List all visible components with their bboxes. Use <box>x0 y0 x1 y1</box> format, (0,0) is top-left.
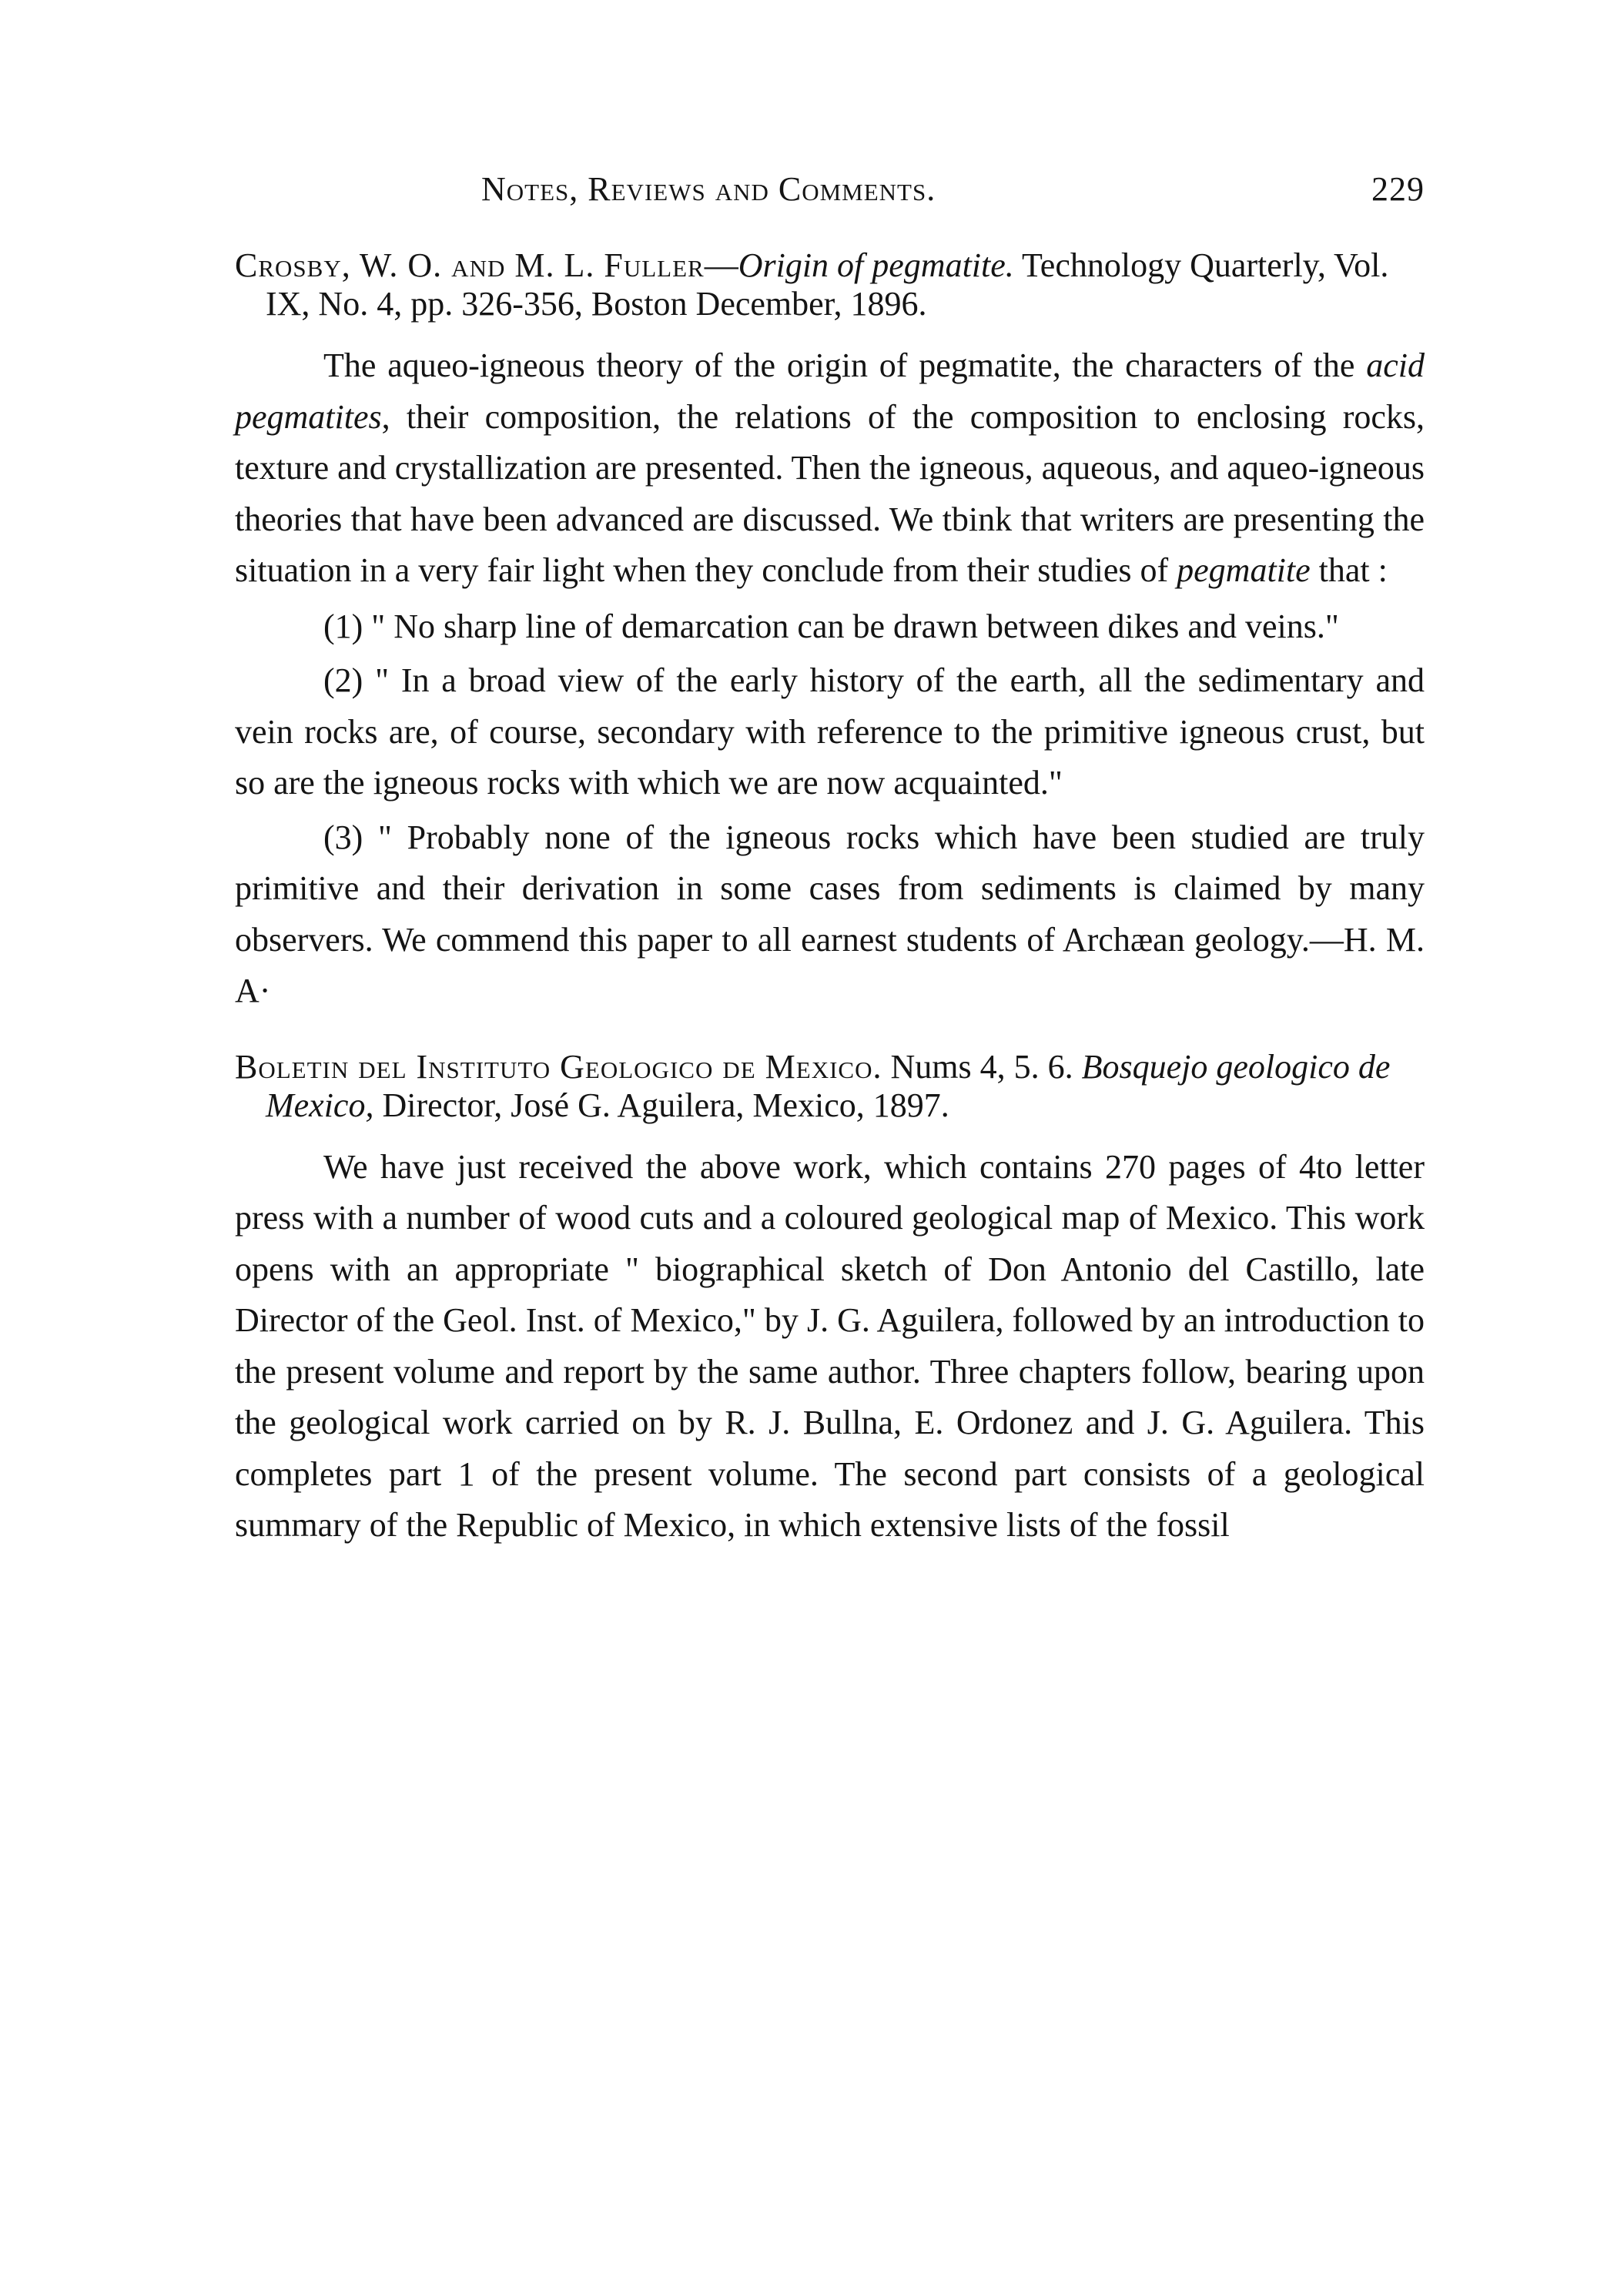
citation-dash: — <box>704 246 738 284</box>
citation-boletin <box>235 1048 1425 1125</box>
quoted-conclusion-3: (3) " Probably none of the igneous rocks which have been studied are truly primitive and their derivation in some cases from sediments is claimed by many observers. We commend this paper to all earnest students of Archæan geology.—H. M. A· <box>235 818 1425 1009</box>
running-head <box>235 146 1425 216</box>
paragraph-italic-term: acid pegmatites <box>235 346 1425 436</box>
review-paragraph: We have just received the above work, which contains 270 pages of 4to letter press with a number of wood cuts and a coloured geological map of Mexico. This work opens with an appropriate " biographical sketch of Don Antonio del Castillo, late Director of the Geol. Inst. of Mexico," by J. G. Aguilera, followed by an introduction to the present volume and report by the same author. Three chapters follow, bearing upon the geological work carried on by R. J. Bullna, E. Ordonez and J. G. Aguilera. This completes part 1 of the present volume. The second part consists of a geological summary of the Republic of Mexico, in which extensive lists of the fossil <box>235 1147 1425 1544</box>
quoted-conclusion-2: (2) " In a broad view of the early history of the earth, all the sedimentary and vein rocks are, of course, secondary with reference to the primitive igneous crust, but so are the igneous rocks with which we are now acquainted." <box>235 661 1425 802</box>
citation-author: Boletin del Instituto Geologico de Mexico. <box>235 1047 882 1086</box>
review-paragraph <box>235 340 1425 597</box>
book-page <box>235 146 1425 1556</box>
citation-details: Director, José G. Aguilera, Mexico, 1897. <box>373 1086 949 1124</box>
quoted-conclusion-1: (1) " No sharp line of demarcation can be drawn between dikes and veins." <box>323 607 1339 645</box>
page-number: 229 <box>1371 170 1425 208</box>
citation-details: Technology Quarterly, Vol. IX, No. 4, pp. 326-356, Boston December, 1896. <box>266 246 1389 323</box>
paragraph-italic-term: pegmatite <box>1177 551 1311 589</box>
paragraph-text: The aqueo-igneous theory of the origin of pegmatite, the characters of the <box>323 346 1367 384</box>
citation-crosby-fuller <box>235 246 1425 323</box>
review-crosby-fuller <box>235 246 1425 1017</box>
running-head-title: Notes, Reviews and Comments. <box>481 170 936 208</box>
citation-title: Bosquejo geologico de Mexico, <box>266 1047 1391 1124</box>
citation-numbers: Nums 4, 5. 6. <box>882 1047 1082 1086</box>
review-boletin-mexico <box>235 1048 1425 1551</box>
citation-title: Origin of pegmatite. <box>738 246 1014 284</box>
citation-author: Crosby, W. O. and M. L. Fuller <box>235 246 705 284</box>
paragraph-text: that : <box>1310 551 1388 589</box>
paragraph-text: , their composition, the relations of the composition to enclosing rocks, texture and crystallization are presented. Then the igneous, aqueous, and aqueo-igneous theories that have been advanced are discussed. We tbink that writers are presenting the situation in a very fair light when they conclude from their studies of <box>235 397 1425 589</box>
